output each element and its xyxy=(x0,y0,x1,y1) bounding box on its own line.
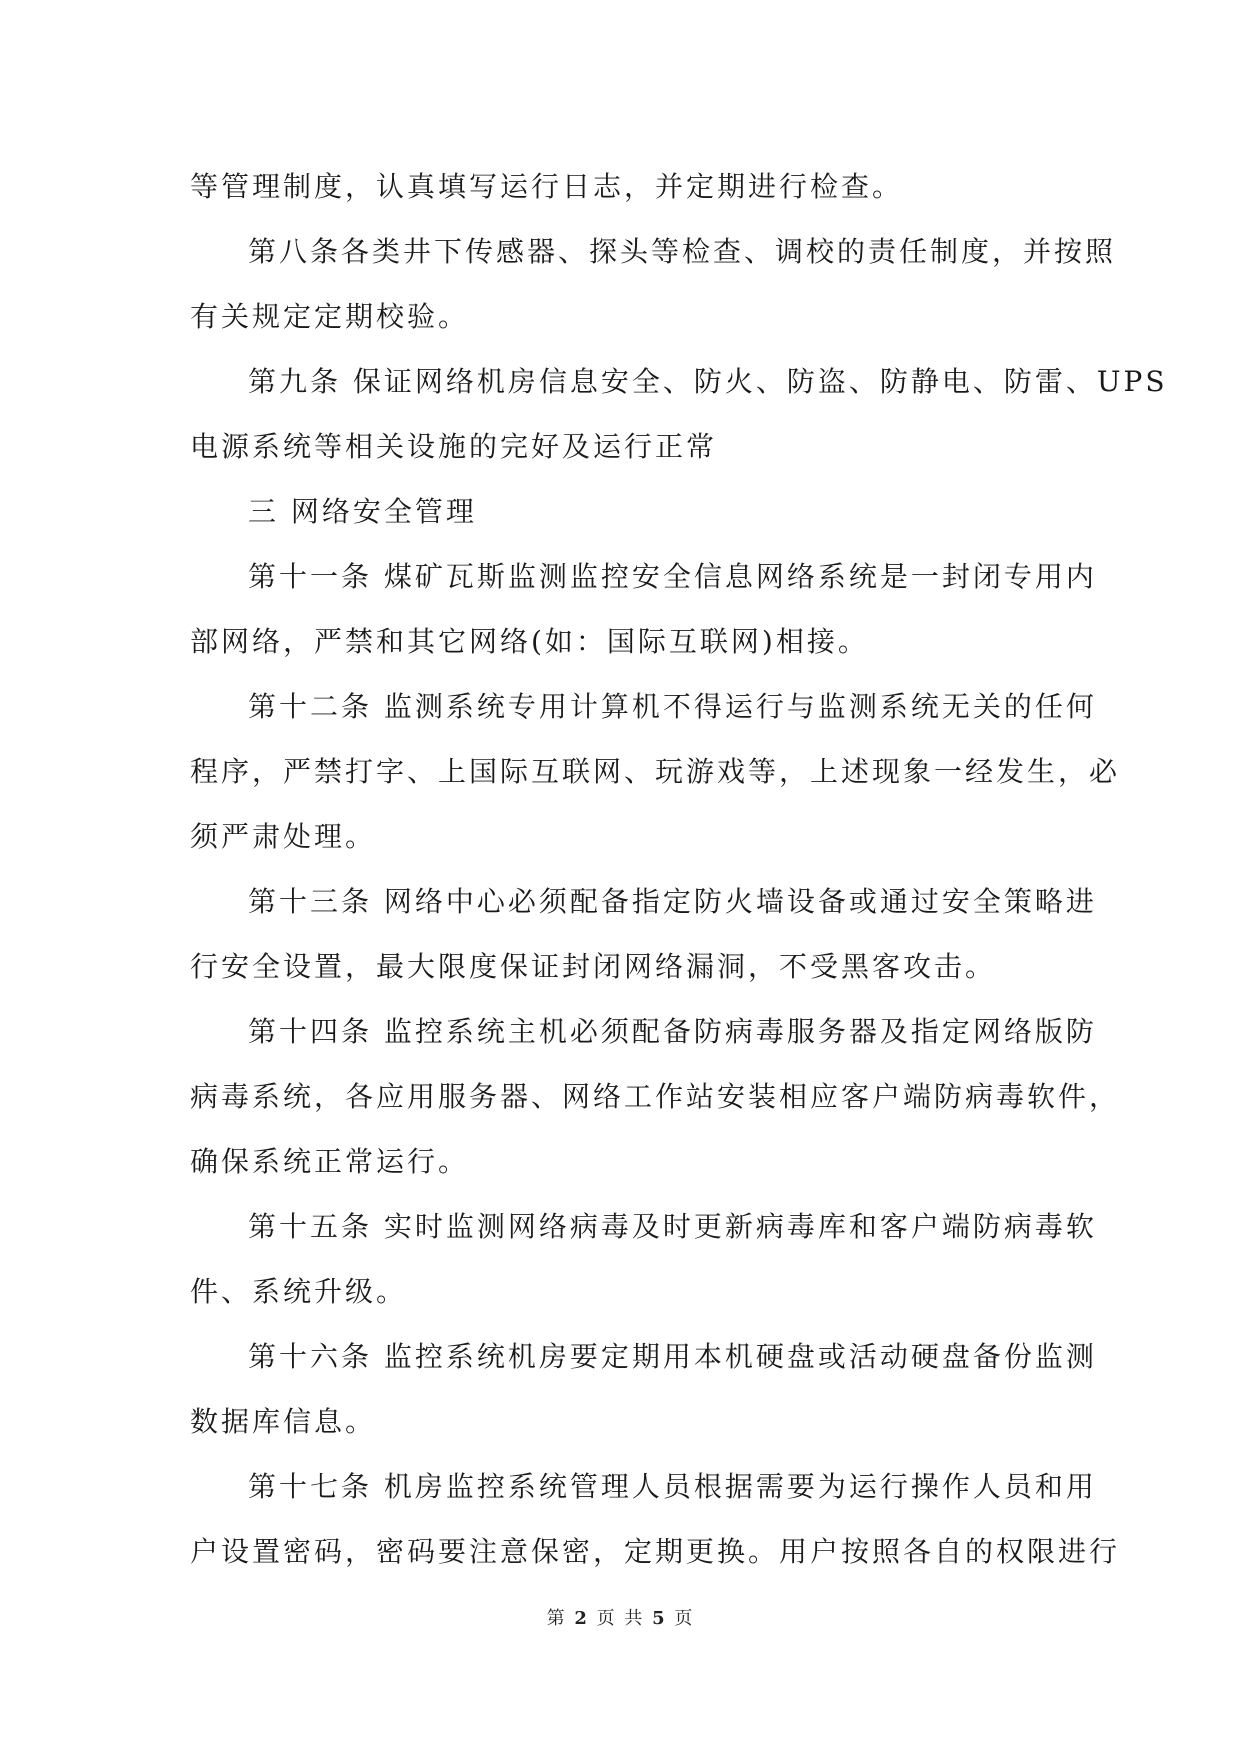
text-line: 有关规定定期校验。 xyxy=(190,300,470,333)
text-line: 等管理制度，认真填写运行日志，并定期进行检查。 xyxy=(190,170,904,203)
footer-total-pages: 5 xyxy=(652,1608,667,1629)
text-line: 第十四条 监控系统主机必须配备防病毒服务器及指定网络版防 xyxy=(248,1015,1097,1048)
footer-prefix: 第 xyxy=(546,1608,567,1629)
text-line: 第八条各类井下传感器、探头等检查、调校的责任制度，并按照 xyxy=(248,235,1117,268)
text-line: 第九条 保证网络机房信息安全、防火、防盗、防静电、防雷、UPS xyxy=(248,365,1168,398)
footer-middle: 页 共 xyxy=(596,1608,645,1629)
text-line: 户设置密码，密码要注意保密，定期更换。用户按照各自的权限进行 xyxy=(190,1535,1121,1568)
footer-suffix: 页 xyxy=(674,1608,695,1629)
text-line: 电源系统等相关设施的完好及运行正常 xyxy=(190,430,718,463)
text-line: 第十一条 煤矿瓦斯监测监控安全信息网络系统是一封闭专用内 xyxy=(248,560,1097,593)
footer-current-page: 2 xyxy=(574,1608,589,1629)
text-line: 部网络，严禁和其它网络(如：国际互联网)相接。 xyxy=(190,625,869,658)
text-line: 数据库信息。 xyxy=(190,1405,377,1438)
text-line: 三 网络安全管理 xyxy=(248,495,477,528)
text-line: 件、系统升级。 xyxy=(190,1275,408,1308)
text-line: 第十五条 实时监测网络病毒及时更新病毒库和客户端防病毒软 xyxy=(248,1210,1097,1243)
page-footer xyxy=(0,1604,1241,1630)
text-line: 确保系统正常运行。 xyxy=(190,1145,470,1178)
document-body xyxy=(190,154,1168,1584)
text-line: 第十二条 监测系统专用计算机不得运行与监测系统无关的任何 xyxy=(248,690,1097,723)
text-line: 第十六条 监控系统机房要定期用本机硬盘或活动硬盘备份监测 xyxy=(248,1340,1097,1373)
text-line: 行安全设置，最大限度保证封闭网络漏洞，不受黑客攻击。 xyxy=(190,950,997,983)
text-line: 病毒系统，各应用服务器、网络工作站安装相应客户端防病毒软件， xyxy=(190,1080,1121,1113)
text-line: 程序，严禁打字、上国际互联网、玩游戏等，上述现象一经发生，必 xyxy=(190,755,1121,788)
text-line: 须严肃处理。 xyxy=(190,820,377,853)
text-line: 第十三条 网络中心必须配备指定防火墙设备或通过安全策略进 xyxy=(248,885,1097,918)
text-line: 第十七条 机房监控系统管理人员根据需要为运行操作人员和用 xyxy=(248,1470,1097,1503)
